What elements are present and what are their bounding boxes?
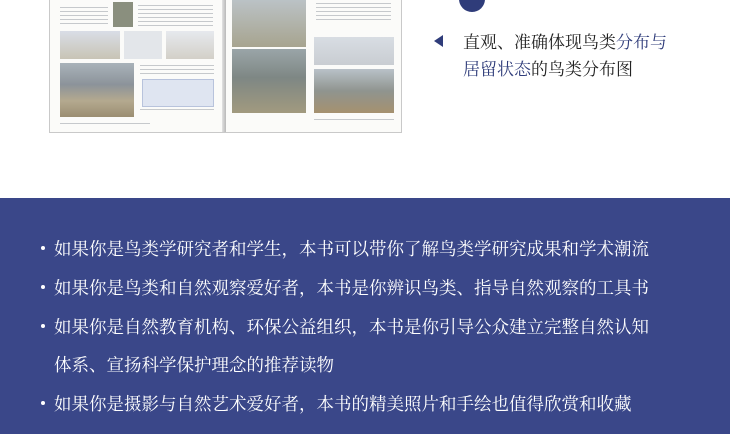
audience-item: 如果你是自然教育机构、环保公益组织，本书是你引导公众建立完整自然认知 — [54, 318, 649, 338]
feature-text: 的鸟类分布图 — [531, 60, 633, 80]
bullet-dot-icon — [41, 285, 45, 289]
triangle-bullet-icon — [434, 35, 443, 47]
book-left-page — [50, 0, 224, 132]
audience-item: 如果你是鸟类和自然观察爱好者，本书是你辨识鸟类、指导自然观察的工具书 — [54, 279, 649, 299]
top-section — [0, 0, 730, 198]
feature-text: 直观、准确体现鸟类 — [463, 33, 616, 53]
audience-item: 如果你是摄影与自然艺术爱好者，本书的精美照片和手绘也值得欣赏和收藏 — [54, 395, 632, 415]
bullet-dot-icon — [41, 401, 45, 405]
book-spread-image — [49, 0, 402, 133]
feature-description — [463, 30, 703, 84]
audience-section — [0, 198, 730, 434]
audience-item-continued: 体系、宣扬科学保护理念的推荐读物 — [54, 356, 334, 376]
feature-highlight: 居留状态 — [463, 60, 531, 80]
bullet-dot-icon — [41, 324, 45, 328]
audience-item: 如果你是鸟类学研究者和学生，本书可以带你了解鸟类学研究成果和学术潮流 — [54, 240, 649, 260]
book-right-page — [226, 0, 401, 132]
feature-highlight: 分布与 — [616, 33, 667, 53]
section-number-circle-icon — [459, 0, 485, 12]
bullet-dot-icon — [41, 246, 45, 250]
